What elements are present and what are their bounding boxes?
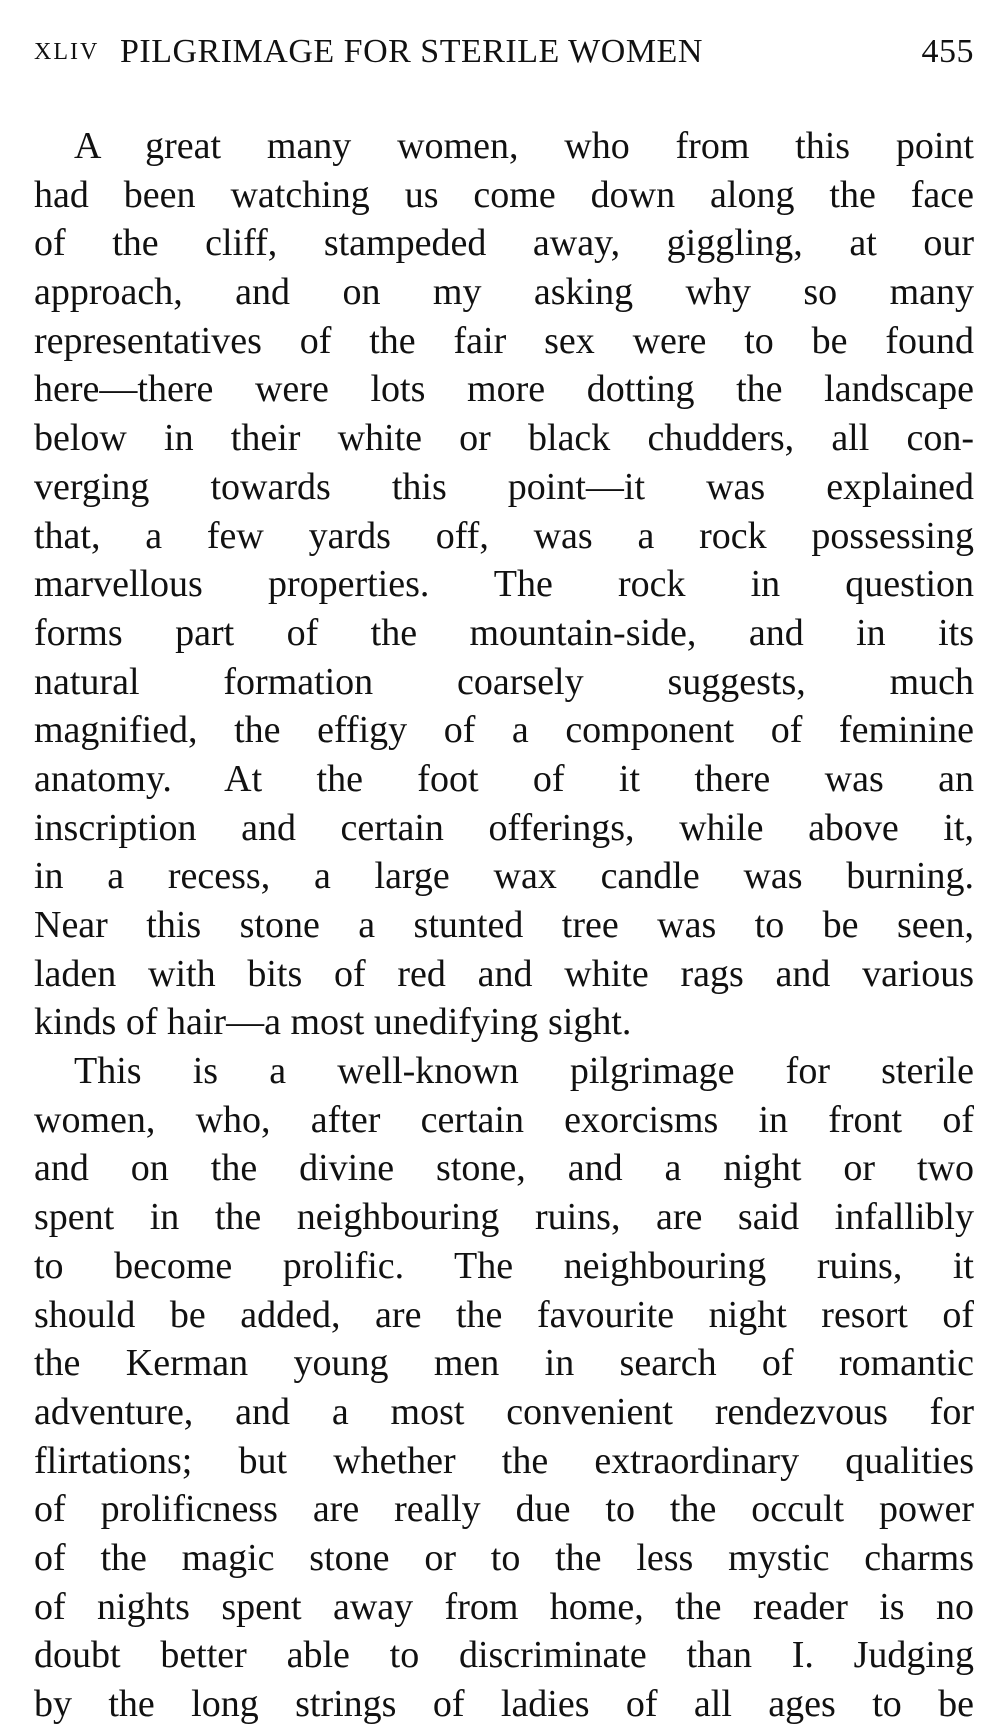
text-line: approach, and on my asking why so many bbox=[34, 271, 974, 314]
text-line: laden with bits of red and white rags and various bbox=[34, 952, 974, 995]
chapter-number: XLIV bbox=[34, 39, 100, 65]
text-line: of nights spent away from home, the reader is no bbox=[34, 1585, 974, 1628]
text-line: of prolificness are really due to the occult power bbox=[34, 1488, 974, 1531]
text-line: below in their white or black chudders, all con- bbox=[34, 417, 974, 460]
running-head bbox=[34, 22, 974, 82]
text-line: representatives of the fair sex were to be found bbox=[34, 319, 974, 362]
text-line: anatomy. At the foot of it there was an bbox=[34, 757, 974, 800]
text-line: A great many women, who from this point bbox=[74, 125, 974, 167]
text-line: natural formation coarsely suggests, much bbox=[34, 660, 974, 703]
body-text bbox=[34, 122, 974, 1729]
text-line: should be added, are the favourite night resort of bbox=[34, 1293, 974, 1336]
running-title: PILGRIMAGE FOR STERILE WOMEN bbox=[120, 33, 703, 70]
text-line: the Kerman young men in search of romantic bbox=[34, 1342, 974, 1385]
text-line: of the cliff, stampeded away, giggling, at our bbox=[34, 222, 974, 265]
text-line: flirtations; but whether the extraordinary qualities bbox=[34, 1439, 974, 1482]
text-line: magnified, the effigy of a component of feminine bbox=[34, 709, 974, 752]
text-line: that, a few yards off, was a rock possessing bbox=[34, 514, 974, 557]
text-line: to become prolific. The neighbouring ruins, it bbox=[34, 1244, 974, 1287]
text-line: here—there were lots more dotting the landscape bbox=[34, 368, 974, 411]
text-line: and on the divine stone, and a night or two bbox=[34, 1147, 974, 1190]
text-line: by the long strings of ladies of all ages to be bbox=[34, 1683, 974, 1725]
paragraph-2 bbox=[34, 1047, 974, 1729]
text-line: had been watching us come down along the face bbox=[34, 173, 974, 216]
text-line: This is a well-known pilgrimage for sterile bbox=[74, 1050, 974, 1093]
text-line: verging towards this point—it was explained bbox=[34, 465, 974, 508]
paragraph-1 bbox=[34, 122, 974, 1047]
text-line: forms part of the mountain-side, and in its bbox=[34, 611, 974, 654]
text-line: women, who, after certain exorcisms in front of bbox=[34, 1098, 974, 1141]
text-line: spent in the neighbouring ruins, are said infallibly bbox=[34, 1196, 974, 1239]
text-line: of the magic stone or to the less mystic charms bbox=[34, 1536, 974, 1579]
text-line: marvellous properties. The rock in question bbox=[34, 563, 974, 606]
book-page bbox=[34, 22, 974, 1729]
page-number: 455 bbox=[921, 33, 974, 70]
text-line: adventure, and a most convenient rendezvous for bbox=[34, 1390, 974, 1433]
text-line: in a recess, a large wax candle was burning. bbox=[34, 855, 974, 898]
text-line: doubt better able to discriminate than I. Judging bbox=[34, 1634, 974, 1677]
text-line: kinds of hair—a most unedifying sight. bbox=[34, 1001, 632, 1044]
text-line: inscription and certain offerings, while above it, bbox=[34, 806, 974, 849]
text-line: Near this stone a stunted tree was to be seen, bbox=[34, 904, 974, 946]
